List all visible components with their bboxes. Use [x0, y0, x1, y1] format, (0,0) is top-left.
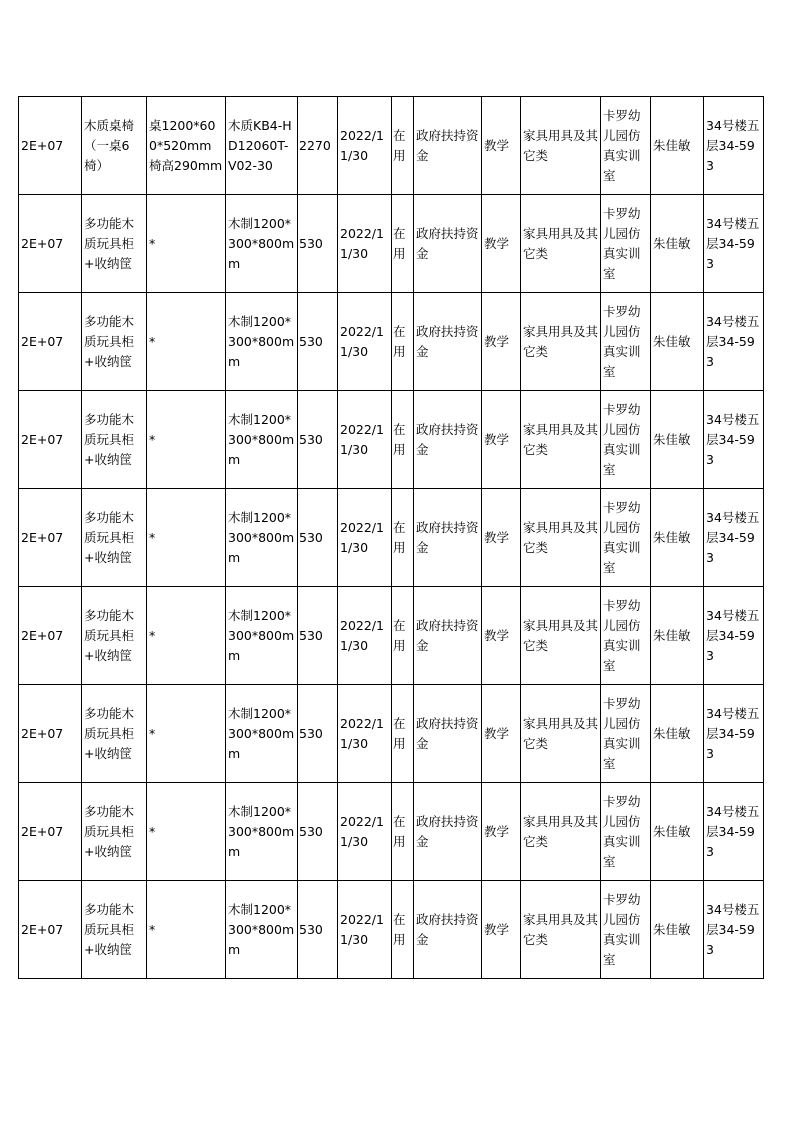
asset-code-cell: 2E+07: [19, 881, 82, 979]
date-cell: 2022/11/30: [338, 293, 392, 391]
custodian-cell: 朱佳敏: [651, 881, 704, 979]
status-cell: 在用: [392, 685, 414, 783]
status-cell: 在用: [392, 587, 414, 685]
table-row: [19, 587, 764, 685]
asset-code-cell: 2E+07: [19, 685, 82, 783]
status-cell: 在用: [392, 783, 414, 881]
model-cell: 木制1200*300*800mm: [226, 783, 298, 881]
funding-cell: 政府扶持资金: [414, 391, 482, 489]
funding-cell: 政府扶持资金: [414, 685, 482, 783]
table-row: [19, 685, 764, 783]
asset-code-cell: 2E+07: [19, 195, 82, 293]
spec-cell: *: [147, 783, 226, 881]
date-cell: 2022/11/30: [338, 97, 392, 195]
usage-cell: 教学: [482, 391, 521, 489]
table-row: [19, 391, 764, 489]
price-cell: 530: [298, 783, 338, 881]
department-cell: 卡罗幼儿园仿真实训室: [601, 391, 651, 489]
spec-cell: *: [147, 293, 226, 391]
table-row: [19, 783, 764, 881]
funding-cell: 政府扶持资金: [414, 97, 482, 195]
spec-cell: *: [147, 587, 226, 685]
asset-name-cell: 多功能木质玩具柜+收纳筐: [82, 391, 147, 489]
location-cell: 34号楼五层34-593: [704, 587, 764, 685]
department-cell: 卡罗幼儿园仿真实训室: [601, 195, 651, 293]
date-cell: 2022/11/30: [338, 391, 392, 489]
price-cell: 530: [298, 489, 338, 587]
usage-cell: 教学: [482, 881, 521, 979]
model-cell: 木制1200*300*800mm: [226, 881, 298, 979]
model-cell: 木制1200*300*800mm: [226, 391, 298, 489]
spec-cell: *: [147, 881, 226, 979]
location-cell: 34号楼五层34-593: [704, 881, 764, 979]
model-cell: 木制1200*300*800mm: [226, 489, 298, 587]
asset-name-cell: 多功能木质玩具柜+收纳筐: [82, 881, 147, 979]
location-cell: 34号楼五层34-593: [704, 391, 764, 489]
date-cell: 2022/11/30: [338, 881, 392, 979]
asset-name-cell: 多功能木质玩具柜+收纳筐: [82, 783, 147, 881]
asset-table: [18, 96, 764, 979]
location-cell: 34号楼五层34-593: [704, 685, 764, 783]
funding-cell: 政府扶持资金: [414, 881, 482, 979]
date-cell: 2022/11/30: [338, 587, 392, 685]
status-cell: 在用: [392, 881, 414, 979]
model-cell: 木制1200*300*800mm: [226, 685, 298, 783]
usage-cell: 教学: [482, 783, 521, 881]
asset-code-cell: 2E+07: [19, 783, 82, 881]
category-cell: 家具用具及其它类: [521, 489, 601, 587]
asset-code-cell: 2E+07: [19, 293, 82, 391]
location-cell: 34号楼五层34-593: [704, 293, 764, 391]
custodian-cell: 朱佳敏: [651, 685, 704, 783]
usage-cell: 教学: [482, 97, 521, 195]
custodian-cell: 朱佳敏: [651, 489, 704, 587]
location-cell: 34号楼五层34-593: [704, 97, 764, 195]
price-cell: 530: [298, 195, 338, 293]
custodian-cell: 朱佳敏: [651, 587, 704, 685]
category-cell: 家具用具及其它类: [521, 97, 601, 195]
department-cell: 卡罗幼儿园仿真实训室: [601, 489, 651, 587]
category-cell: 家具用具及其它类: [521, 783, 601, 881]
spec-cell: *: [147, 489, 226, 587]
funding-cell: 政府扶持资金: [414, 489, 482, 587]
spec-cell: *: [147, 685, 226, 783]
price-cell: 530: [298, 391, 338, 489]
category-cell: 家具用具及其它类: [521, 685, 601, 783]
category-cell: 家具用具及其它类: [521, 195, 601, 293]
location-cell: 34号楼五层34-593: [704, 783, 764, 881]
date-cell: 2022/11/30: [338, 489, 392, 587]
asset-name-cell: 多功能木质玩具柜+收纳筐: [82, 293, 147, 391]
funding-cell: 政府扶持资金: [414, 783, 482, 881]
status-cell: 在用: [392, 293, 414, 391]
usage-cell: 教学: [482, 195, 521, 293]
funding-cell: 政府扶持资金: [414, 195, 482, 293]
location-cell: 34号楼五层34-593: [704, 195, 764, 293]
category-cell: 家具用具及其它类: [521, 391, 601, 489]
department-cell: 卡罗幼儿园仿真实训室: [601, 783, 651, 881]
usage-cell: 教学: [482, 489, 521, 587]
spec-cell: *: [147, 195, 226, 293]
date-cell: 2022/11/30: [338, 685, 392, 783]
asset-name-cell: 多功能木质玩具柜+收纳筐: [82, 195, 147, 293]
category-cell: 家具用具及其它类: [521, 881, 601, 979]
status-cell: 在用: [392, 489, 414, 587]
model-cell: 木制1200*300*800mm: [226, 293, 298, 391]
category-cell: 家具用具及其它类: [521, 587, 601, 685]
usage-cell: 教学: [482, 685, 521, 783]
custodian-cell: 朱佳敏: [651, 293, 704, 391]
status-cell: 在用: [392, 391, 414, 489]
location-cell: 34号楼五层34-593: [704, 489, 764, 587]
custodian-cell: 朱佳敏: [651, 391, 704, 489]
usage-cell: 教学: [482, 587, 521, 685]
price-cell: 530: [298, 685, 338, 783]
asset-code-cell: 2E+07: [19, 489, 82, 587]
table-row: [19, 489, 764, 587]
category-cell: 家具用具及其它类: [521, 293, 601, 391]
table-body: [19, 97, 764, 979]
spec-cell: 桌1200*600*520mm椅高290mm: [147, 97, 226, 195]
custodian-cell: 朱佳敏: [651, 97, 704, 195]
status-cell: 在用: [392, 97, 414, 195]
custodian-cell: 朱佳敏: [651, 195, 704, 293]
status-cell: 在用: [392, 195, 414, 293]
funding-cell: 政府扶持资金: [414, 587, 482, 685]
asset-name-cell: 多功能木质玩具柜+收纳筐: [82, 685, 147, 783]
table-row: [19, 195, 764, 293]
date-cell: 2022/11/30: [338, 195, 392, 293]
asset-code-cell: 2E+07: [19, 97, 82, 195]
model-cell: 木制1200*300*800mm: [226, 195, 298, 293]
funding-cell: 政府扶持资金: [414, 293, 482, 391]
price-cell: 530: [298, 293, 338, 391]
model-cell: 木质KB4-HD12060T-V02-30: [226, 97, 298, 195]
asset-code-cell: 2E+07: [19, 587, 82, 685]
table-row: [19, 881, 764, 979]
date-cell: 2022/11/30: [338, 783, 392, 881]
department-cell: 卡罗幼儿园仿真实训室: [601, 293, 651, 391]
asset-name-cell: 多功能木质玩具柜+收纳筐: [82, 489, 147, 587]
department-cell: 卡罗幼儿园仿真实训室: [601, 685, 651, 783]
table-row: [19, 293, 764, 391]
price-cell: 530: [298, 881, 338, 979]
spec-cell: *: [147, 391, 226, 489]
table-row: [19, 97, 764, 195]
asset-code-cell: 2E+07: [19, 391, 82, 489]
price-cell: 530: [298, 587, 338, 685]
department-cell: 卡罗幼儿园仿真实训室: [601, 587, 651, 685]
custodian-cell: 朱佳敏: [651, 783, 704, 881]
price-cell: 2270: [298, 97, 338, 195]
usage-cell: 教学: [482, 293, 521, 391]
department-cell: 卡罗幼儿园仿真实训室: [601, 97, 651, 195]
model-cell: 木制1200*300*800mm: [226, 587, 298, 685]
asset-name-cell: 多功能木质玩具柜+收纳筐: [82, 587, 147, 685]
asset-name-cell: 木质桌椅（一桌6椅）: [82, 97, 147, 195]
department-cell: 卡罗幼儿园仿真实训室: [601, 881, 651, 979]
